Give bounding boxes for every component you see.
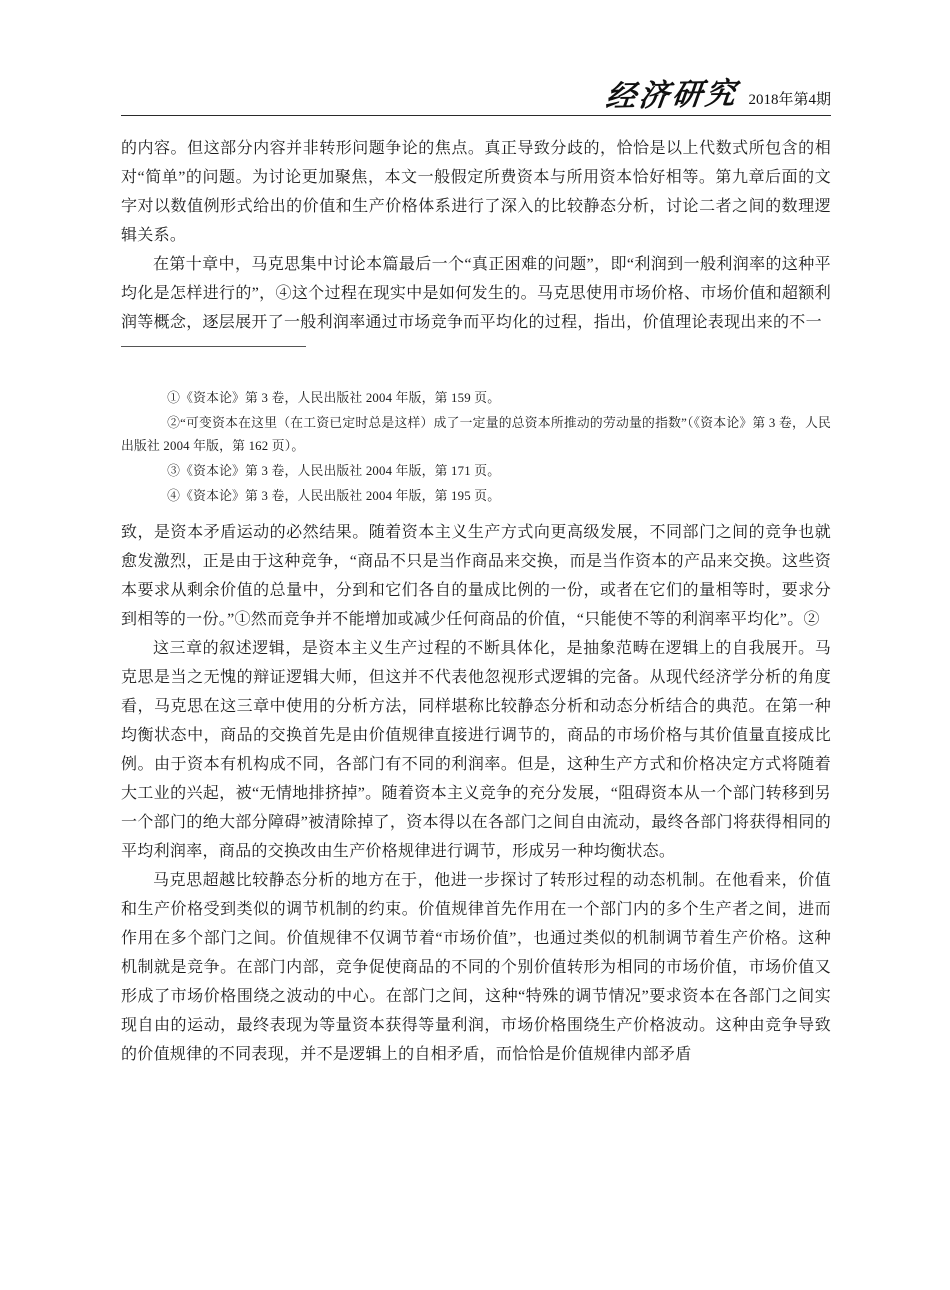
footnote-item-1: ①《资本论》第 3 卷，人民出版社 2004 年版，第 159 页。 — [167, 391, 501, 405]
footnote-item-2: ②“可变资本在这里（在工资已定时总是这样）成了一定量的总资本所推动的劳动量的指数”（《资本论》第 3 卷，人民出版社 2004 年版，第 162 页）。 — [121, 416, 831, 453]
footnote-item-4: ④《资本论》第 3 卷，人民出版社 2004 年版，第 195 页。 — [167, 489, 501, 503]
footnotes-block — [121, 387, 831, 508]
body-paragraph-3: 致，是资本矛盾运动的必然结果。随着资本主义生产方式向更高级发展，不同部门之间的竞争也就愈发激烈，正是由于这种竞争，“商品不只是当作商品来交换，而是当作资本的产品来交换。这些资本要求从剩余价值的总量中，分到和它们各自的量成比例的一份，或者在它们的量相等时，要求分到相等的一份。”①然而竞争并不能增加或减少任何商品的价值，“只能使不等的利润率平均化”。② — [121, 524, 831, 628]
body-continuation — [121, 518, 831, 1069]
journal-logo: 经济研究 — [604, 77, 741, 114]
body-paragraph-5: 马克思超越比较静态分析的地方在于，他进一步探讨了转形过程的动态机制。在他看来，价值和生产价格受到类似的调节机制的约束。价值规律首先作用在一个部门内的多个生产者之间，进而作用在多个部门之间。价值规律不仅调节着“市场价值”，也通过类似的机制调节着生产价格。这种机制就是竞争。在部门内部，竞争促使商品的不同的个别价值转形为相同的市场价值，市场价值又形成了市场价格围绕之波动的中心。在部门之间，这种“特殊的调节情况”要求资本在各部门之间实现自由的运动，最终表现为等量资本获得等量利润，市场价格围绕生产价格波动。这种由竞争导致的价值规律的不同表现，并不是逻辑上的自相矛盾，而恰恰是价值规律内部矛盾 — [121, 872, 831, 1063]
page-header — [121, 72, 831, 116]
body-paragraph-1: 的内容。但这部分内容并非转形问题争论的焦点。真正导致分歧的，恰恰是以上代数式所包含的相对“简单”的问题。为讨论更加聚焦，本文一般假定所费资本与所用资本恰好相等。第九章后面的文字对以数值例形式给出的价值和生产价格体系进行了深入的比较静态分析，讨论二者之间的数理逻辑关系。 — [121, 140, 831, 244]
body-paragraph-2: 在第十章中，马克思集中讨论本篇最后一个“真正困难的问题”，即“利润到一般利润率的这种平均化是怎样进行的”，④这个过程在现实中是如何发生的。马克思使用市场价格、市场价值和超额利润等概念，逐层展开了一般利润率通过市场竞争而平均化的过程，指出，价值理论表现出来的不一 — [121, 256, 831, 331]
footnote-separator — [121, 346, 306, 347]
issue-label: 2018年第4期 — [748, 92, 831, 108]
footnote-item-3: ③《资本论》第 3 卷，人民出版社 2004 年版，第 171 页。 — [167, 464, 501, 478]
page-body — [121, 134, 831, 1069]
body-paragraph-4: 这三章的叙述逻辑，是资本主义生产过程的不断具体化，是抽象范畴在逻辑上的自我展开。马克思是当之无愧的辩证逻辑大师，但这并不代表他忽视形式逻辑的完备。从现代经济学分析的角度看，马克思在这三章中使用的分析方法，同样堪称比较静态分析和动态分析结合的典范。在第一种均衡状态中，商品的交换首先是由价值规律直接进行调节的，商品的市场价格与其价值量直接成比例。由于资本有机构成不同，各部门有不同的利润率。但是，这种生产方式和价格决定方式将随着大工业的兴起，被“无情地排挤掉”。随着资本主义竞争的充分发展，“阻碍资本从一个部门转移到另一个部门的绝大部分障碍”被清除掉了，资本得以在各部门之间自由流动，最终各部门将获得相同的平均利润率，商品的交换改由生产价格规律进行调节，形成另一种均衡状态。 — [121, 640, 831, 860]
